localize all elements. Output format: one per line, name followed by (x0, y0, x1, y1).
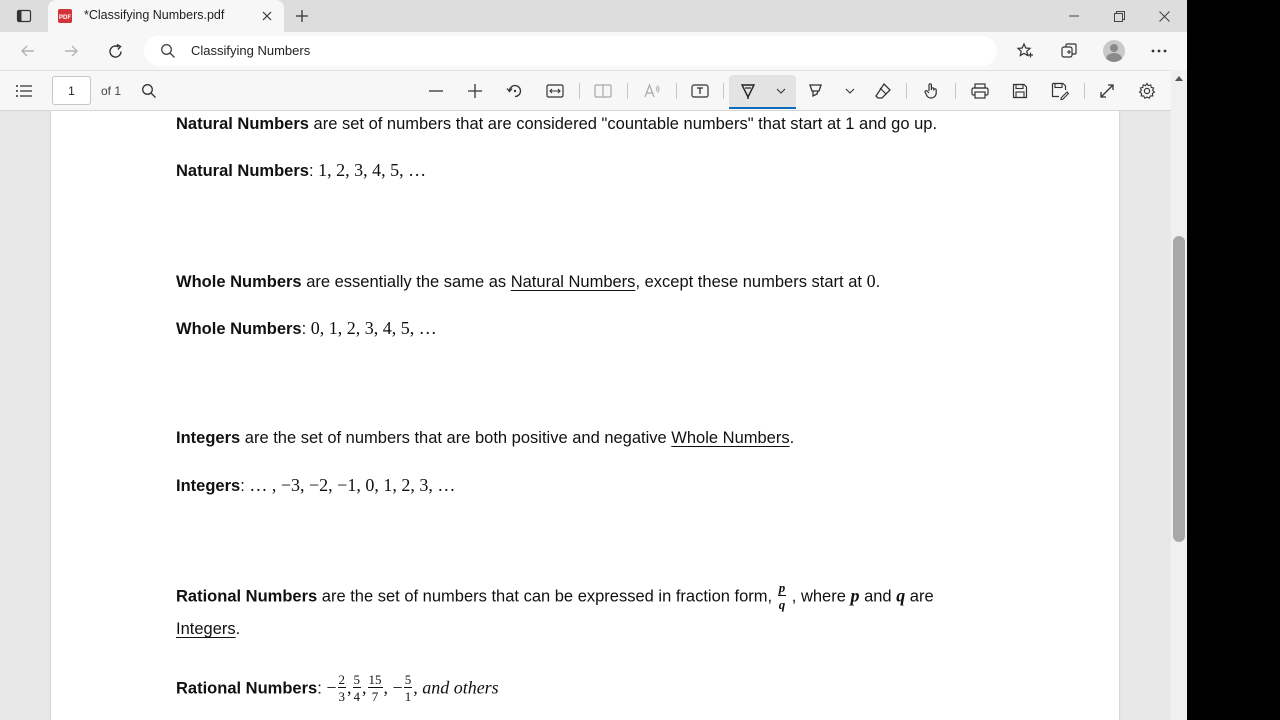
window-close-icon[interactable] (1141, 0, 1187, 32)
print-icon[interactable] (966, 78, 994, 104)
denominator: 1 (404, 689, 412, 704)
denominator: q (778, 597, 786, 612)
separator: : (240, 477, 250, 495)
separator: : (301, 320, 311, 338)
pdf-toolbar (0, 70, 1187, 111)
period: . (235, 620, 241, 638)
definition-text: are (905, 587, 934, 606)
zoom-out-icon[interactable] (422, 78, 450, 104)
term: Whole Numbers (176, 273, 302, 291)
values: 0, 1, 2, 3, 4, 5, … (310, 318, 437, 338)
denominator: 7 (371, 689, 379, 704)
fraction (404, 673, 413, 703)
contents-icon[interactable] (10, 78, 38, 104)
fraction (338, 673, 347, 703)
rotate-icon[interactable] (501, 78, 529, 104)
whole-numbers-definition (176, 271, 880, 292)
numerator: 5 (404, 672, 412, 687)
and-others: , and others (413, 677, 499, 698)
natural-numbers-definition (176, 115, 937, 134)
close-icon[interactable] (258, 7, 276, 25)
highlight-icon[interactable] (802, 78, 830, 104)
numerator: 5 (353, 672, 361, 687)
natural-numbers-link[interactable]: Natural Numbers (510, 273, 636, 291)
address-input[interactable] (144, 36, 997, 66)
vertical-scrollbar[interactable] (1171, 70, 1187, 720)
label: Whole Numbers (176, 320, 302, 338)
start-value: 0 (866, 271, 876, 291)
comma-minus: , − (383, 677, 403, 698)
pdf-file-icon (57, 8, 73, 24)
integers-link[interactable]: Integers (176, 620, 236, 638)
touch-icon[interactable] (917, 78, 945, 104)
comma: , (362, 677, 367, 698)
save-icon[interactable] (1006, 78, 1034, 104)
page-view-icon[interactable] (589, 78, 617, 104)
search-icon (160, 43, 176, 59)
definition-text: are set of numbers that are considered "countable numbers" that start at 1 and go up. (308, 115, 938, 133)
tab-actions-icon[interactable] (10, 4, 38, 28)
separator: : (317, 679, 327, 698)
browser-tab[interactable] (48, 0, 284, 33)
definition-text: are essentially the same as (301, 273, 511, 291)
integers-example (176, 475, 455, 496)
tab-strip (0, 0, 1187, 32)
definition-text: and (859, 587, 897, 606)
term: Natural Numbers (176, 115, 309, 133)
term: Integers (176, 429, 241, 447)
period: . (789, 429, 795, 447)
definition-text: , except these numbers start at (635, 273, 867, 291)
minus-sign: − (326, 677, 337, 698)
denominator: 3 (338, 689, 346, 704)
natural-numbers-example (176, 160, 426, 181)
add-text-icon[interactable] (686, 78, 714, 104)
more-icon[interactable] (1144, 37, 1174, 65)
rational-numbers-example (176, 674, 499, 704)
numerator: p (778, 580, 786, 595)
save-as-icon[interactable] (1046, 78, 1074, 104)
variable-p: p (850, 585, 860, 606)
comma: , (347, 677, 352, 698)
favorites-icon[interactable] (1010, 37, 1040, 65)
zoom-in-icon[interactable] (461, 78, 489, 104)
values: … , −3, −2, −1, 0, 1, 2, 3, … (249, 475, 456, 495)
whole-numbers-example (176, 318, 437, 339)
forward-arrow-icon[interactable] (56, 37, 86, 65)
page-number-input[interactable]: 1 (52, 76, 91, 105)
fraction-p-over-q (778, 581, 787, 611)
label: Natural Numbers (176, 162, 309, 180)
eraser-icon[interactable] (869, 78, 897, 104)
pdf-page (51, 111, 1119, 720)
refresh-icon[interactable] (100, 37, 130, 65)
fullscreen-icon[interactable] (1093, 78, 1121, 104)
settings-icon[interactable] (1133, 78, 1161, 104)
fraction (353, 673, 362, 703)
read-aloud-icon[interactable] (638, 78, 666, 104)
numerator: 15 (368, 672, 382, 687)
rational-numbers-definition (176, 582, 934, 612)
label: Integers (176, 477, 241, 495)
integers-definition (176, 429, 794, 448)
search-icon[interactable] (135, 78, 163, 104)
profile-avatar[interactable] (1103, 40, 1125, 62)
chevron-down-icon[interactable] (836, 78, 864, 104)
scrollbar-thumb[interactable] (1173, 236, 1185, 542)
definition-text: are the set of numbers that are both positive and negative (240, 429, 672, 447)
chevron-down-icon[interactable] (776, 88, 786, 94)
tab-title: *Classifying Numbers.pdf (84, 8, 225, 22)
address-bar (0, 32, 1187, 70)
plus-icon[interactable] (289, 4, 315, 28)
rational-numbers-definition-line2 (176, 620, 240, 639)
definition-text: are the set of numbers that can be expressed in fraction form, (317, 587, 777, 606)
denominator: 4 (353, 689, 361, 704)
collections-icon[interactable] (1054, 37, 1084, 65)
restore-icon[interactable] (1096, 0, 1142, 32)
back-arrow-icon[interactable] (13, 37, 43, 65)
numerator: 2 (338, 672, 346, 687)
draw-button[interactable] (729, 75, 796, 108)
values: 1, 2, 3, 4, 5, … (318, 160, 427, 180)
svg-text:PDF: PDF (59, 15, 71, 21)
period: . (875, 273, 881, 291)
label: Rational Numbers (176, 679, 318, 698)
separator: : (308, 162, 319, 180)
page-count: of 1 (101, 84, 122, 98)
whole-numbers-link[interactable]: Whole Numbers (671, 429, 790, 447)
minimize-icon[interactable] (1051, 0, 1097, 32)
fit-width-icon[interactable] (541, 78, 569, 104)
address-text: Classifying Numbers (191, 43, 311, 58)
variable-q: q (896, 585, 906, 606)
fraction (368, 673, 383, 703)
term: Rational Numbers (176, 587, 318, 606)
draw-icon (739, 82, 757, 100)
document-viewport[interactable] (0, 111, 1171, 720)
definition-text: , where (787, 587, 851, 606)
scroll-up-icon[interactable] (1174, 74, 1184, 82)
